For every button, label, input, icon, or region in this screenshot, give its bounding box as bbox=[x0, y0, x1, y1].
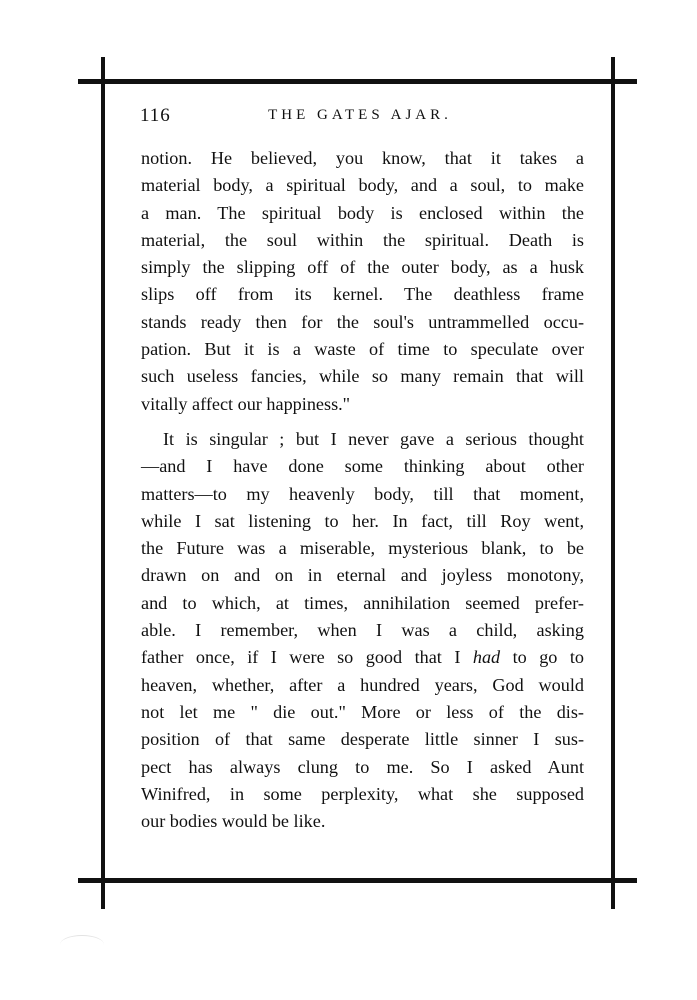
page-header bbox=[140, 105, 580, 129]
text-line: position of that same desperate little sinner I sus- bbox=[141, 729, 584, 750]
text-line: material body, a spiritual body, and a soul, to make bbox=[141, 175, 584, 196]
text-line: the Future was a miserable, mysterious blank, to be bbox=[141, 538, 584, 559]
text-line: drawn on and on in eternal and joyless monotony, bbox=[141, 565, 584, 586]
text-line: pect has always clung to me. So I asked Aunt bbox=[141, 756, 584, 777]
text-line: while I sat listening to her. In fact, till Roy went, bbox=[141, 510, 584, 531]
text-line bbox=[141, 644, 584, 671]
text-line: matters—to my heavenly body, till that moment, bbox=[141, 483, 584, 504]
text-line: such useless fancies, while so many remain that will bbox=[141, 366, 584, 387]
page-number: 116 bbox=[140, 105, 171, 126]
right-border-rule bbox=[611, 57, 615, 909]
text-line: a man. The spiritual body is enclosed within the bbox=[141, 202, 584, 223]
running-title: THE GATES AJAR. bbox=[268, 107, 452, 123]
text-segment: father once, if I were so good that I bbox=[141, 647, 461, 668]
text-line: simply the slipping off of the outer body, as a husk bbox=[141, 257, 584, 278]
text-line: able. I remember, when I was a child, asking bbox=[141, 620, 584, 641]
bottom-border-rule bbox=[78, 878, 637, 883]
text-line: our bodies would be like. bbox=[141, 811, 326, 832]
text-line: vitally affect our happiness." bbox=[141, 393, 351, 414]
text-line: not let me " die out." More or less of the dis- bbox=[141, 701, 584, 722]
text-line: stands ready then for the soul's untrammelled occu- bbox=[141, 311, 584, 332]
text-line: Winifred, in some perplexity, what she supposed bbox=[141, 783, 584, 804]
text-line: material, the soul within the spiritual. Death is bbox=[141, 229, 584, 250]
text-segment: to go to bbox=[512, 647, 585, 668]
text-line: heaven, whether, after a hundred years, God would bbox=[141, 674, 584, 695]
text-line: notion. He believed, you know, that it takes a bbox=[141, 148, 584, 168]
body-text bbox=[141, 145, 584, 835]
top-border-rule bbox=[78, 79, 637, 84]
paper-smudge bbox=[60, 935, 104, 954]
text-line: pation. But it is a waste of time to speculate over bbox=[141, 339, 584, 360]
text-line: and to which, at times, annihilation seemed prefer- bbox=[141, 592, 584, 613]
text-line: slips off from its kernel. The deathless frame bbox=[141, 284, 584, 305]
text-line: It is singular ; but I never gave a serious thought bbox=[163, 428, 584, 449]
italic-word: had bbox=[472, 647, 501, 668]
left-border-rule bbox=[101, 57, 105, 909]
text-line: —and I have done some thinking about other bbox=[141, 456, 584, 477]
